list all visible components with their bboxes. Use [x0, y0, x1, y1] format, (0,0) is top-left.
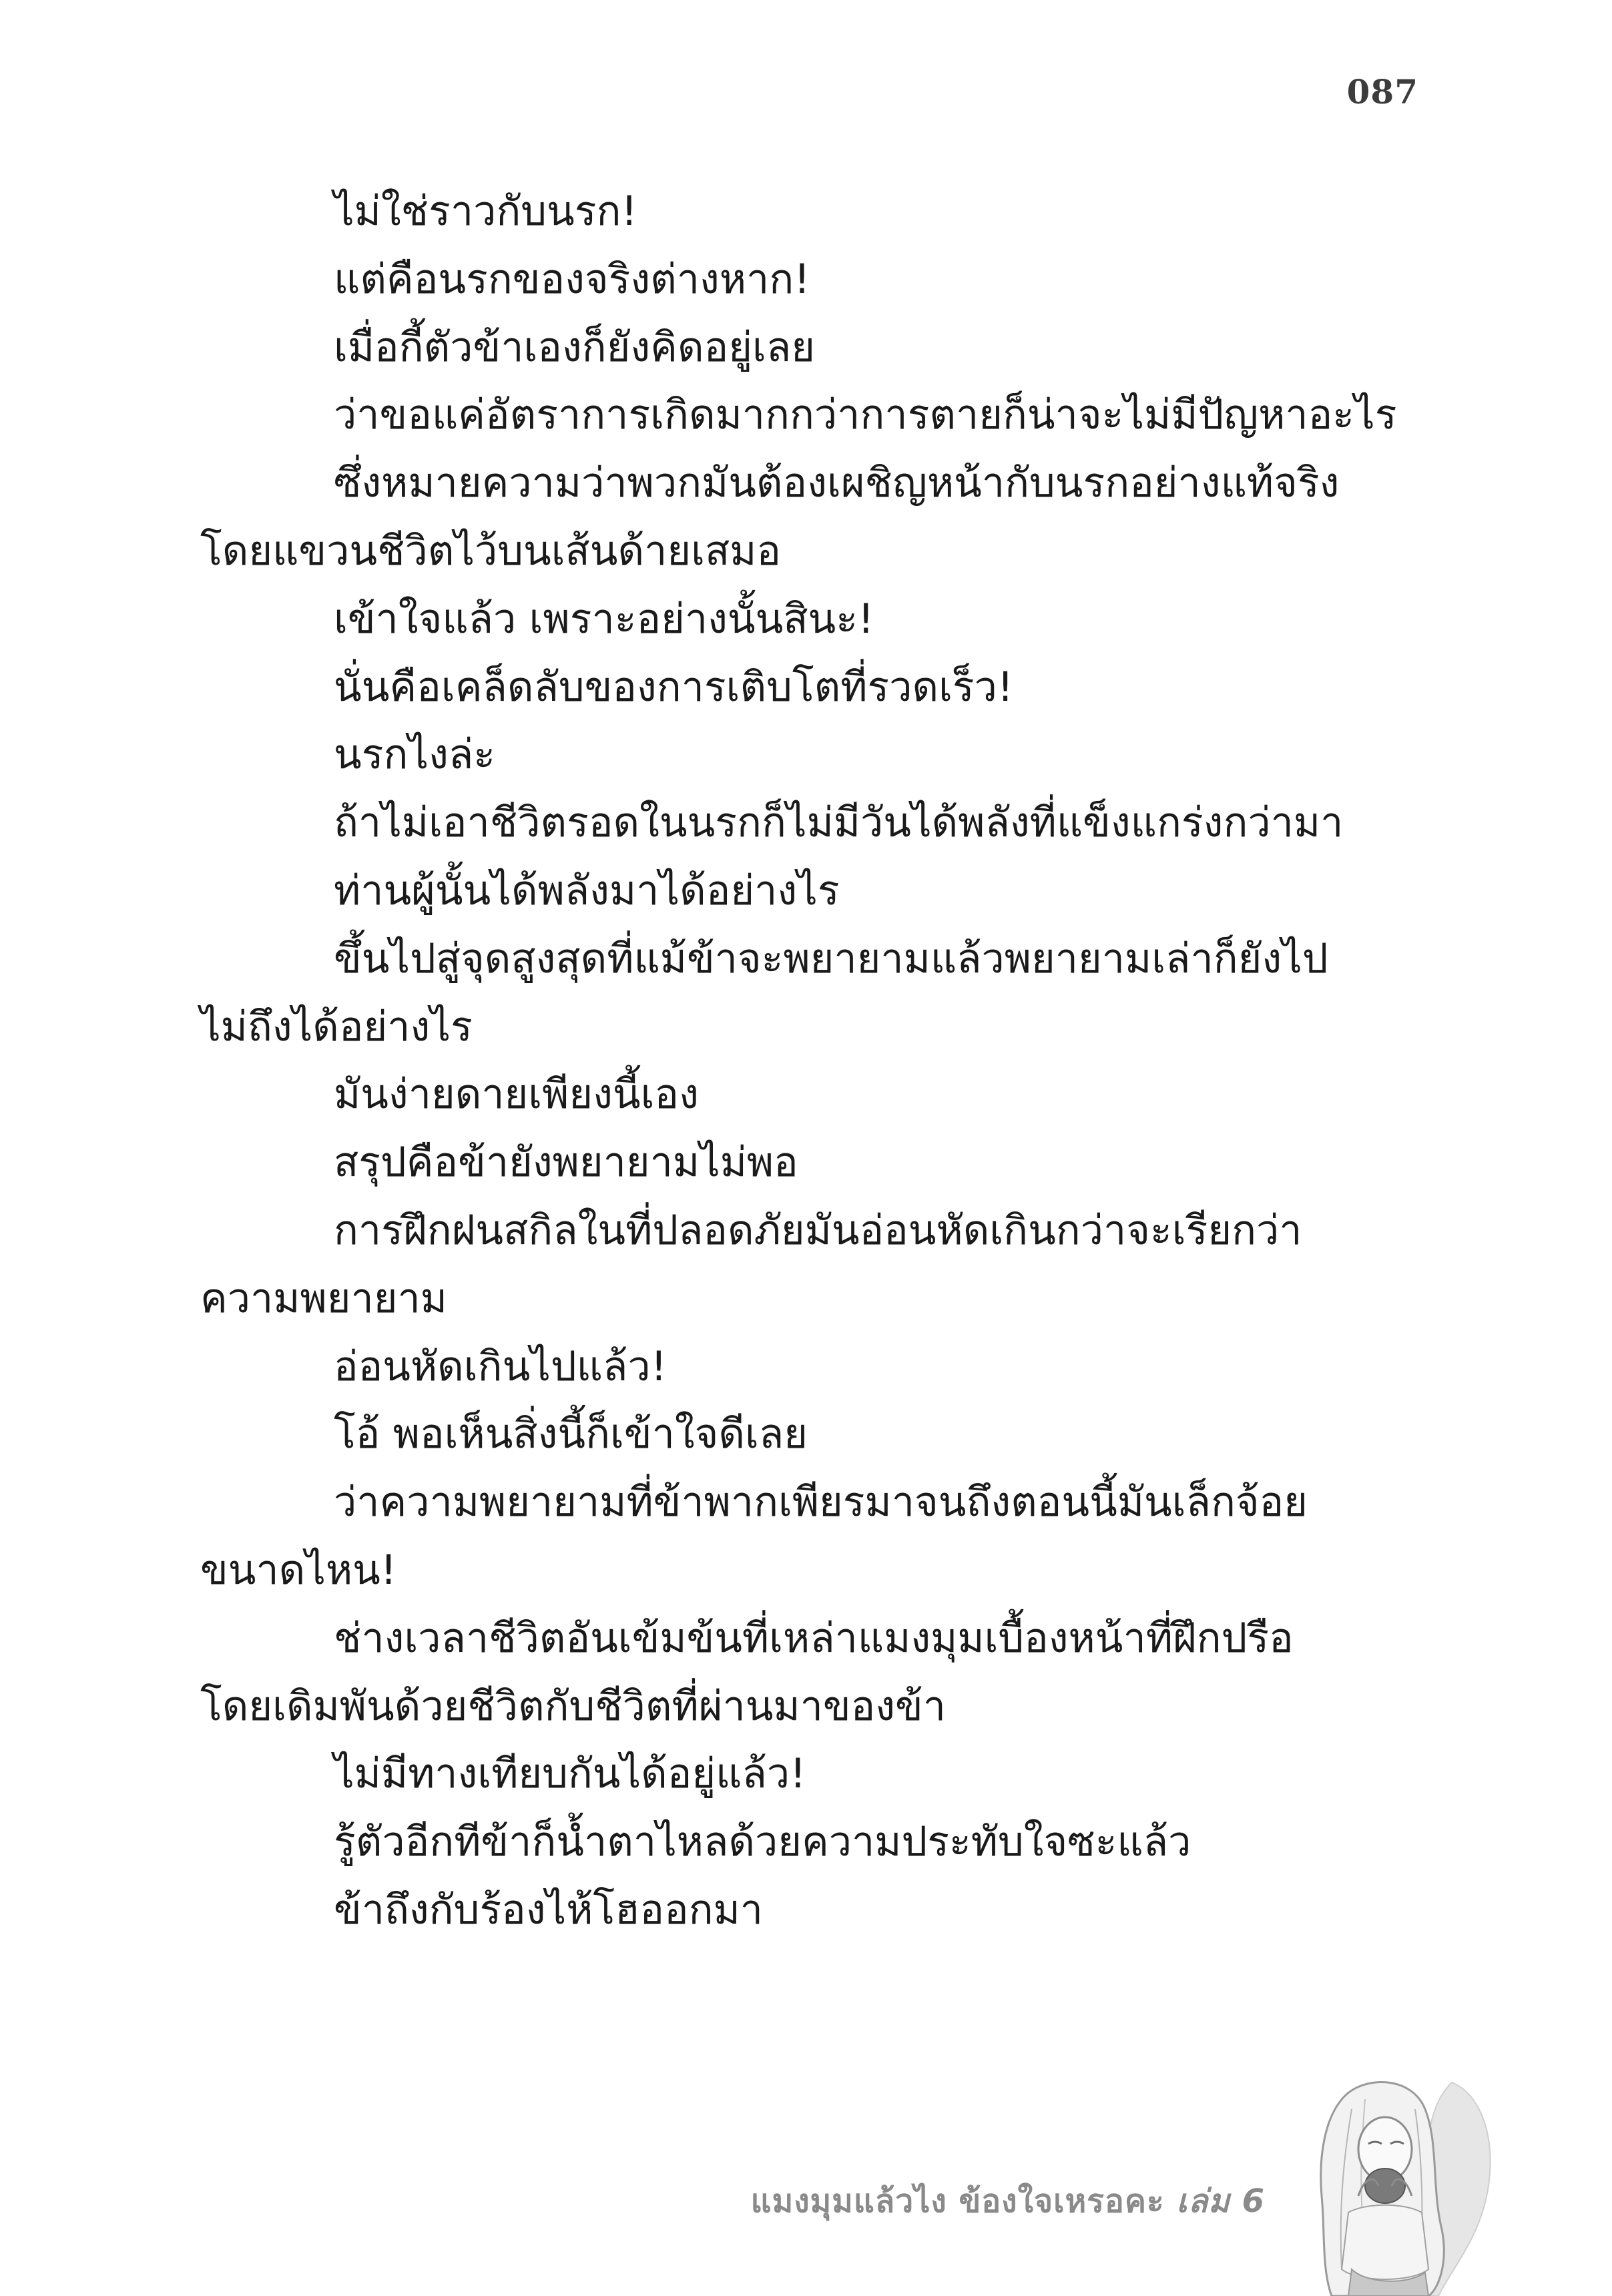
text-line: โดยแขวนชีวิตไว้บนเส้นด้ายเสมอ [200, 527, 782, 575]
text-line: ว่าความพยายามที่ข้าพากเพียรมาจนถึงตอนนี้มันเล็กจ้อย [334, 1478, 1308, 1526]
text-line: ไม่ถึงได้อย่างไร [200, 1002, 473, 1051]
text-line: ซึ่งหมายความว่าพวกมันต้องเผชิญหน้ากับนรกอย่างแท้จริง [334, 459, 1340, 507]
text-line: การฝึกฝนสกิลในที่ปลอดภัยมันอ่อนหัดเกินกว่าจะเรียกว่า [334, 1207, 1302, 1254]
text-line: ถ้าไม่เอาชีวิตรอดในนรกก็ไม่มีวันได้พลังที่แข็งแกร่งกว่ามา [334, 799, 1344, 847]
volume-label: เล่ม 6 [1176, 2183, 1265, 2220]
text-line: โอ้ พอเห็นสิ่งนี้ก็เข้าใจดีเลย [334, 1410, 808, 1458]
text-line: มันง่ายดายเพียงนี้เอง [334, 1071, 699, 1119]
text-line: เข้าใจแล้ว เพราะอย่างนั้นสินะ! [334, 595, 874, 643]
text-line: ว่าขอแค่อัตราการเกิดมากกว่าการตายก็น่าจะไม่มีปัญหาอะไร [334, 391, 1397, 439]
text-line: ไม่มีทางเทียบกันได้อยู่แล้ว! [334, 1750, 806, 1798]
text-line: ไม่ใช่ราวกับนรก! [334, 188, 637, 235]
text-line: ขนาดไหน! [200, 1546, 397, 1594]
girl-illustration [1285, 2069, 1505, 2296]
text-line: แต่คือนรกของจริงต่างหาก! [334, 255, 810, 303]
text-line: สรุปคือข้ายังพยายามไม่พอ [334, 1139, 798, 1187]
text-line: โดยเดิมพันด้วยชีวิตกับชีวิตที่ผ่านมาของข้า [200, 1682, 946, 1730]
text-line: เมื่อกี้ตัวข้าเองก็ยังคิดอยู่เลย [334, 323, 815, 371]
text-line: ข้าถึงกับร้องไห้โฮออกมา [334, 1886, 764, 1934]
text-line: ความพยายาม [200, 1274, 447, 1322]
text-line: ช่างเวลาชีวิตอันเข้มข้นที่เหล่าแมงมุมเบื้องหน้าที่ฝึกปรือ [334, 1614, 1294, 1662]
book-title: แมงมุมแล้วไง ข้องใจเหรอคะ [750, 2183, 1165, 2220]
running-footer [751, 2176, 1265, 2227]
text-line: ขึ้นไปสู่จุดสูงสุดที่แม้ข้าจะพยายามแล้วพยายามเล่าก็ยังไป [334, 934, 1328, 982]
text-line: รู้ตัวอีกทีข้าก็น้ำตาไหลด้วยความประทับใจซะแล้ว [334, 1818, 1191, 1866]
text-line: ท่านผู้นั้นได้พลังมาได้อย่างไร [334, 867, 840, 914]
text-line: นั่นคือเคล็ดลับของการเติบโตที่รวดเร็ว! [334, 663, 1014, 711]
text-line: อ่อนหัดเกินไปแล้ว! [334, 1342, 667, 1390]
text-line: นรกไงล่ะ [334, 731, 496, 779]
page-number: 087 [1346, 72, 1418, 111]
